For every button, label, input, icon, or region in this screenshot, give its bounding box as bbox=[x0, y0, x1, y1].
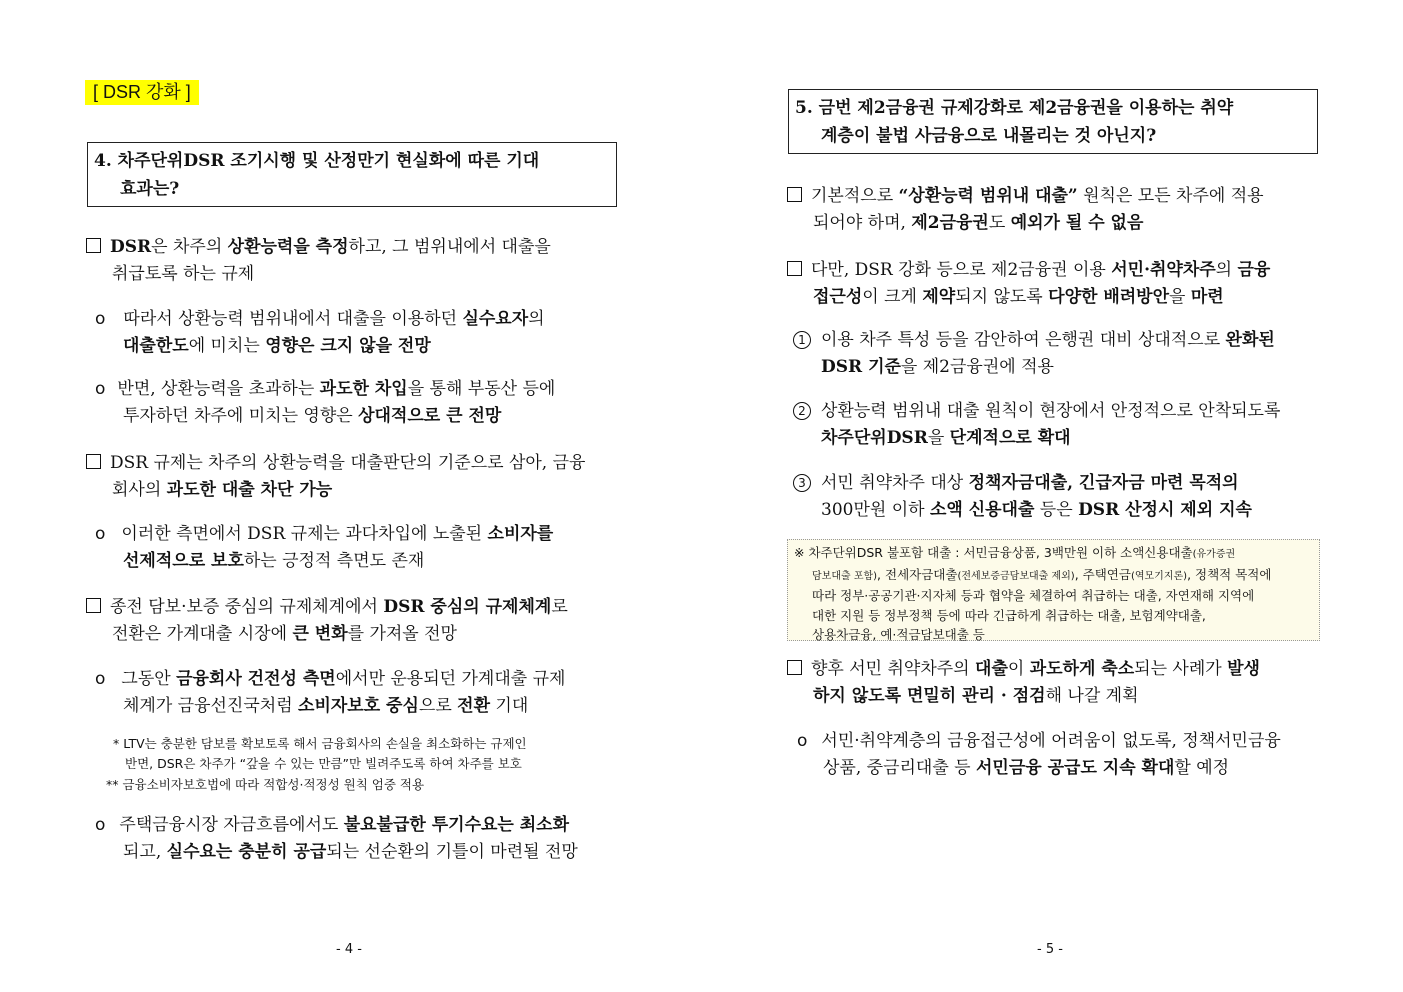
paragraph-repayment-principle: 기본적으로 “상환능력 범위내 대출” 원칙은 모든 차주에 적용 되어야 하며, 제2금융권도 예외가 될 수 없음 bbox=[787, 183, 1327, 237]
paragraph-regulatory-shift: 종전 담보·보증 중심의 규제체계에서 DSR 중심의 규제체계로 전환은 가계대출 시장에 큰 변화를 가져올 전망 bbox=[86, 594, 621, 648]
circle-bullet-icon: ο bbox=[95, 524, 106, 544]
footnote-consumer-law: ** 금융소비자보호법에 따라 적합성·적정성 원칙 엄중 적용 bbox=[106, 777, 425, 792]
circle-bullet-icon: ο bbox=[95, 309, 106, 329]
question-4-line1: 4. 차주단위DSR 조기시행 및 산정만기 현실화에 따른 기대 bbox=[94, 151, 540, 171]
paragraph-consumer-centric: ο 그동안 금융회사 건전성 측면에서만 운용되던 가계대출 규제 체계가 금융선진국처럼 소비자보호 중심으로 전환 기대 bbox=[95, 666, 620, 720]
checkbox-bullet-icon bbox=[86, 454, 101, 469]
page-number-4: - 4 - bbox=[336, 942, 362, 957]
numbered-item-3: 3 서민 취약차주 대상 정책자금대출, 긴급자금 마련 목적의 300만원 이하 소액 신용대출 등은 DSR 산정시 제외 지속 bbox=[793, 470, 1328, 524]
paragraph-real-demand: ο 따라서 상환능력 범위내에서 대출을 이용하던 실수요자의 대출한도에 미치는 영향은 크지 않을 전망 bbox=[95, 306, 620, 360]
numbered-item-1: 1 이용 차주 특성 등을 감안하여 은행권 대비 상대적으로 완화된 DSR 기준을 제2금융권에 적용 bbox=[793, 327, 1328, 381]
checkbox-bullet-icon bbox=[787, 660, 802, 675]
paragraph-housing-market: ο 주택금융시장 자금흐름에서도 불요불급한 투기수요는 최소화 되고, 실수요는 충분히 공급되는 선순환의 기틀이 마련될 전망 bbox=[95, 812, 620, 866]
note-excluded-loans-box: ※ 차주단위DSR 불포함 대출 : 서민금융상품, 3백만원 이하 소액신용대출(유가증권 담보대출 포함), 전세자금대출(전세보증금담보대출 제외), 주택연금(역모기지론), 정책적 목적에 따라 정부·공공기관·지자체 등과 협약을 체결하여 취급하는 대출, 자연재해 지역에 대한 지원 등 정부정책 등에 따라 긴급하게 취급하는 대출, 보험계약대출, 상용차금융, 예·적금담보대출 등 bbox=[787, 539, 1320, 641]
checkbox-bullet-icon bbox=[787, 261, 802, 276]
number-2-icon: 2 bbox=[793, 402, 811, 420]
paragraph-excess-borrowing: ο 반면, 상환능력을 초과하는 과도한 차입을 통해 부동산 등에 투자하던 차주에 미치는 영향은 상대적으로 큰 전망 bbox=[95, 376, 620, 430]
paragraph-dsr-definition: DSR은 차주의 상환능력을 측정하고, 그 범위내에서 대출을 취급토록 하는 규제 bbox=[86, 234, 621, 288]
paragraph-consumer-protection: ο 이러한 측면에서 DSR 규제는 과다차입에 노출된 소비자를 선제적으로 보호하는 긍정적 측면도 존재 bbox=[95, 521, 620, 575]
section-tag-dsr: [ DSR 강화 ] bbox=[85, 80, 199, 105]
page-4 bbox=[0, 0, 700, 992]
numbered-item-2: 2 상환능력 범위내 대출 원칙이 현장에서 안정적으로 안착되도록 차주단위DSR을 단계적으로 확대 bbox=[793, 398, 1328, 452]
number-1-icon: 1 bbox=[793, 331, 811, 349]
checkbox-bullet-icon bbox=[86, 598, 101, 613]
question-4-line2: 효과는? bbox=[120, 179, 180, 199]
circle-bullet-icon: ο bbox=[95, 669, 106, 689]
checkbox-bullet-icon bbox=[86, 238, 101, 253]
page-number-5: - 5 - bbox=[1037, 942, 1063, 957]
question-5-box bbox=[788, 89, 1318, 154]
number-3-icon: 3 bbox=[793, 474, 811, 492]
paragraph-supply-expansion: ο 서민·취약계층의 금융접근성에 어려움이 없도록, 정책서민금융 상품, 중금리대출 등 서민금융 공급도 지속 확대할 예정 bbox=[797, 728, 1327, 782]
paragraph-monitoring-plan: 향후 서민 취약차주의 대출이 과도하게 축소되는 사례가 발생 하지 않도록 면밀히 관리 · 점검해 나갈 계획 bbox=[787, 656, 1327, 710]
footnote-dsr: 반면, DSR은 차주가 “갚을 수 있는 만큼”만 빌려주도록 하여 차주를 보호 bbox=[125, 756, 522, 771]
question-4-box bbox=[87, 142, 617, 207]
paragraph-access-measures: 다만, DSR 강화 등으로 제2금융권 이용 서민·취약차주의 금융 접근성이 크게 제약되지 않도록 다양한 배려방안을 마련 bbox=[787, 257, 1327, 311]
question-5-line2: 계층이 불법 사금융으로 내몰리는 것 아닌지? bbox=[821, 126, 1157, 146]
circle-bullet-icon: ο bbox=[95, 379, 106, 399]
paragraph-dsr-rule: DSR 규제는 차주의 상환능력을 대출판단의 기준으로 삼아, 금융 회사의 과도한 대출 차단 가능 bbox=[86, 450, 621, 504]
question-5-line1: 5. 금번 제2금융권 규제강화로 제2금융권을 이용하는 취약 bbox=[795, 98, 1234, 118]
checkbox-bullet-icon bbox=[787, 187, 802, 202]
footnote-ltv: * LTV는 충분한 담보를 확보토록 해서 금융회사의 손실을 최소화하는 규제인 bbox=[113, 736, 527, 751]
circle-bullet-icon: ο bbox=[95, 815, 106, 835]
circle-bullet-icon: ο bbox=[797, 731, 808, 751]
